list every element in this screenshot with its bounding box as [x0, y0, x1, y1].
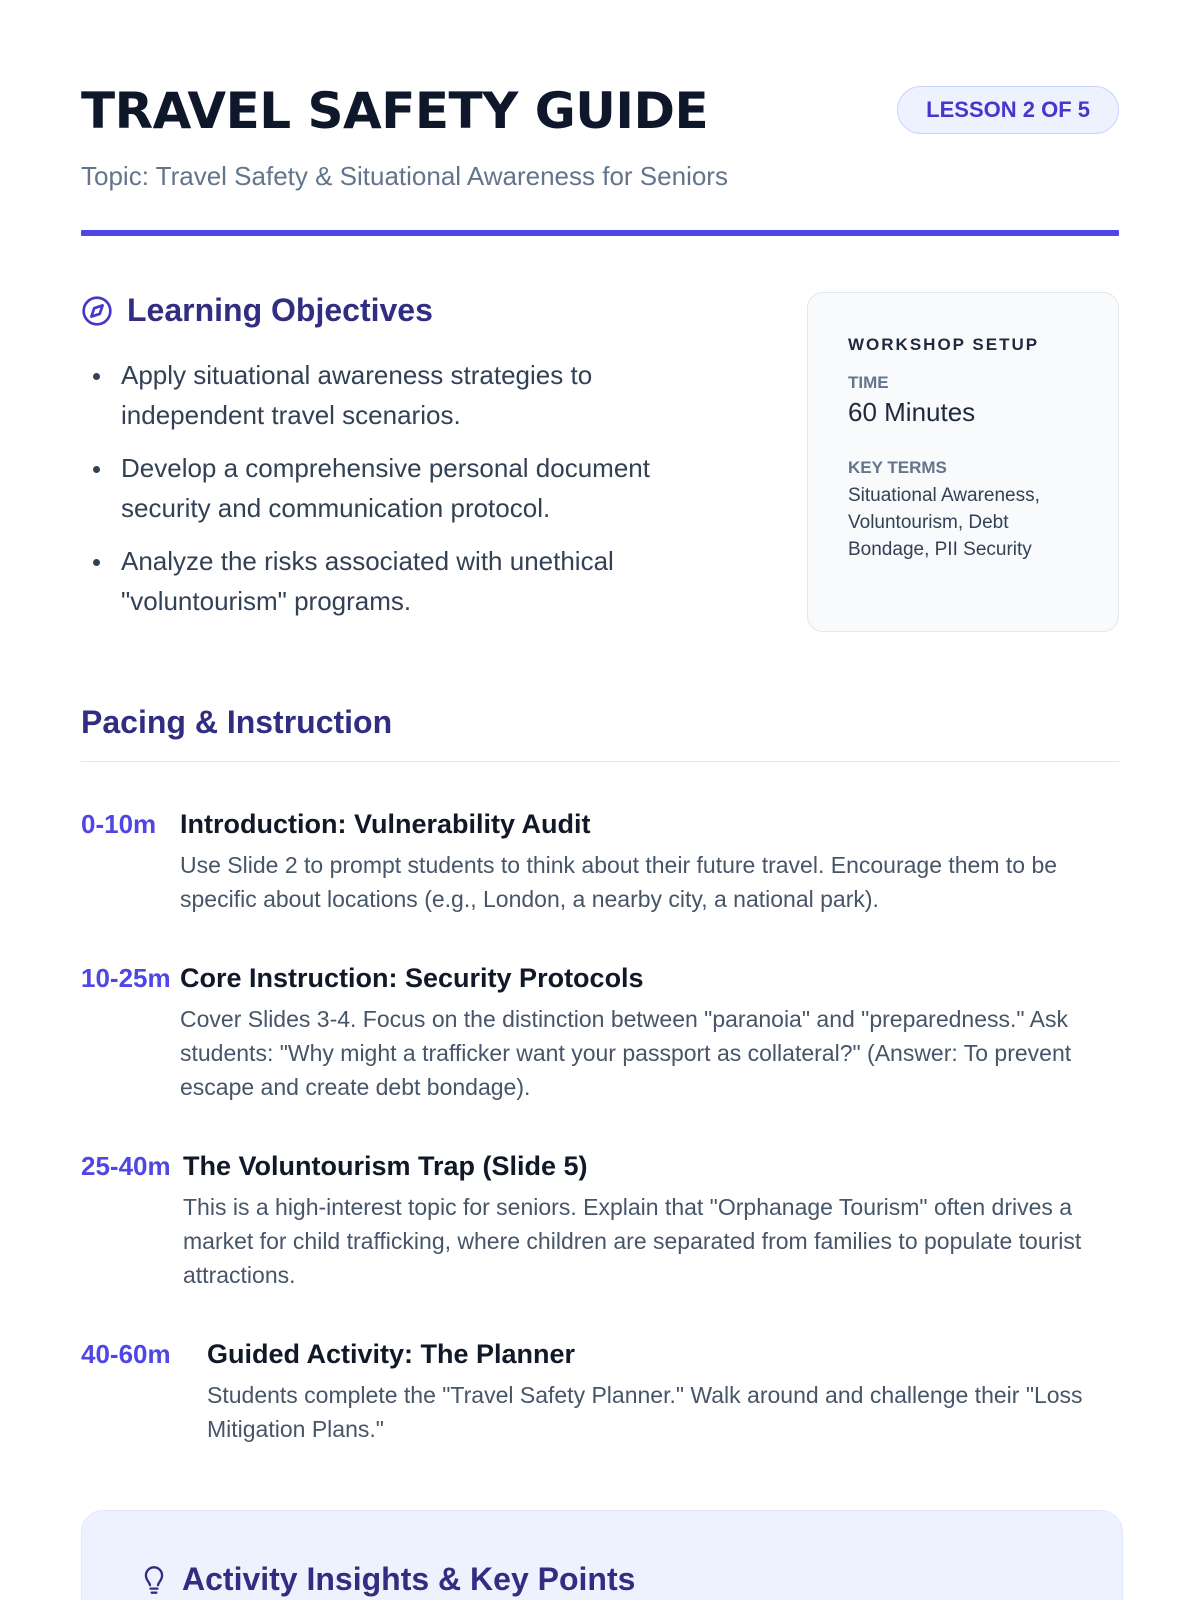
time-label: TIME	[848, 373, 889, 392]
step-text: Students complete the "Travel Safety Planner." Walk around and challenge their "Loss Mitigation Plans."	[207, 1382, 1083, 1442]
step-body	[180, 804, 1119, 916]
objectives-list	[81, 355, 721, 621]
step-title: Introduction: Vulnerability Audit	[180, 809, 591, 839]
page-title: TRAVEL SAFETY GUIDE	[81, 82, 709, 140]
pacing-timeline	[81, 804, 1119, 1446]
time-value: 60 Minutes	[848, 397, 976, 427]
activity-insights-card	[81, 1510, 1123, 1600]
lesson-badge: LESSON 2 OF 5	[897, 86, 1119, 134]
pacing-heading: Pacing & Instruction	[81, 704, 1119, 762]
pacing-step	[81, 958, 1119, 1104]
step-title: Core Instruction: Security Protocols	[180, 963, 644, 993]
setup-title: WORKSHOP SETUP	[848, 335, 1040, 354]
step-body	[183, 1146, 1119, 1292]
step-title: Guided Activity: The Planner	[207, 1339, 576, 1369]
step-time: 40-60m	[81, 1339, 171, 1369]
lightbulb-icon	[140, 1565, 168, 1595]
compass-icon	[81, 295, 113, 327]
step-text: This is a high-interest topic for seniors. Explain that "Orphanage Tourism" often drives a market for child trafficking, where children are separated from families to populate tourist attractions.	[183, 1194, 1082, 1288]
step-text: Use Slide 2 to prompt students to think about their future travel. Encourage them to be specific about locations (e.g., London, a nearby city, a national park).	[180, 852, 1058, 912]
objectives-heading-label: Learning Objectives	[127, 292, 433, 328]
key-terms-label: KEY TERMS	[848, 458, 947, 477]
objective-item: Apply situational awareness strategies to independent travel scenarios.	[81, 355, 721, 435]
step-time: 0-10m	[81, 809, 157, 839]
learning-objectives	[81, 292, 721, 634]
step-text: Cover Slides 3-4. Focus on the distinction between "paranoia" and "preparedness." Ask students: "Why might a trafficker want your passport as collateral?" (Answer: To prevent escape and create debt bondage).	[180, 1006, 1072, 1100]
step-body	[180, 958, 1119, 1104]
header-divider	[81, 230, 1119, 236]
objective-item: Analyze the risks associated with unethical "voluntourism" programs.	[81, 541, 721, 621]
key-terms-value: Situational Awareness, Voluntourism, Debt Bondage, PII Security	[848, 485, 1040, 560]
page-header	[81, 0, 1119, 236]
objective-item: Develop a comprehensive personal document security and communication protocol.	[81, 448, 721, 528]
pacing-step	[81, 1334, 1119, 1446]
step-body	[207, 1334, 1119, 1446]
pacing-step	[81, 804, 1119, 916]
page-subtitle: Topic: Travel Safety & Situational Awareness for Seniors	[81, 161, 728, 191]
step-title: The Voluntourism Trap (Slide 5)	[183, 1151, 588, 1181]
insights-heading	[140, 1561, 1064, 1598]
workshop-setup-card	[807, 292, 1119, 632]
objectives-heading	[81, 292, 721, 329]
insights-heading-label: Activity Insights & Key Points	[182, 1561, 636, 1597]
step-time: 25-40m	[81, 1151, 171, 1181]
pacing-section	[81, 704, 1119, 1446]
objectives-row	[81, 292, 1119, 672]
step-time: 10-25m	[81, 963, 171, 993]
pacing-step	[81, 1146, 1119, 1292]
